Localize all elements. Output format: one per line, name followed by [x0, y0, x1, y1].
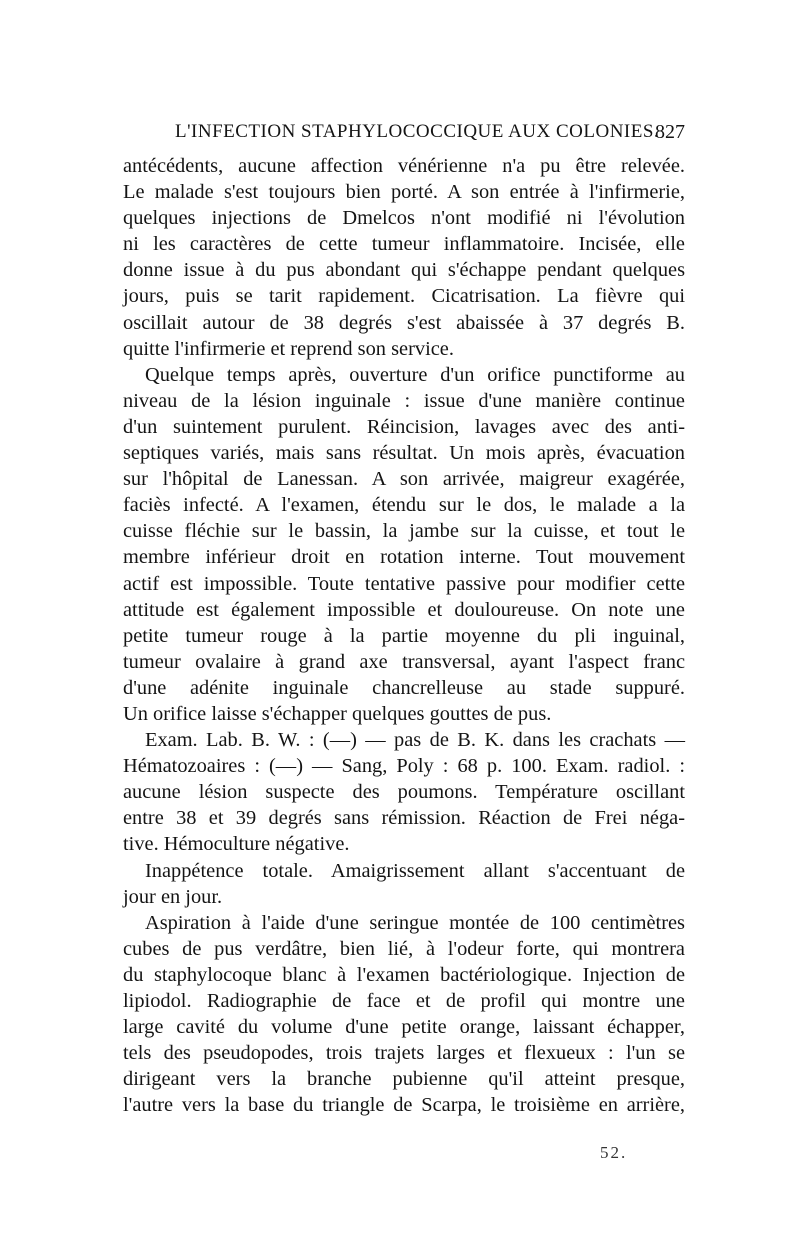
text-line: attitude est également impossible et douloureuse. On note une — [123, 598, 685, 621]
text-line: Quelque temps après, ouverture d'un orifice punctiforme au — [145, 363, 685, 386]
text-line: du staphylocoque blanc à l'examen bactériologique. Injection de — [123, 963, 685, 986]
paragraph — [123, 727, 685, 857]
text-line: actif est impossible. Toute tentative passive pour modifier cette — [123, 572, 685, 595]
text-line: aucune lésion suspecte des poumons. Température oscillant — [123, 781, 685, 804]
text-line: niveau de la lésion inguinale : issue d'une manière continue — [123, 389, 685, 412]
text-line: sur l'hôpital de Lanessan. A son arrivée, maigreur exagérée, — [123, 468, 685, 491]
text-line: oscillait autour de 38 degrés s'est abaissée à 37 degrés B. — [123, 311, 685, 334]
text-line: cubes de pus verdâtre, bien lié, à l'odeur forte, qui montrera — [123, 937, 685, 960]
text-line: ni les caractères de cette tumeur inflammatoire. Incisée, elle — [123, 233, 685, 256]
text-line: dirigeant vers la branche pubienne qu'il atteint presque, — [123, 1068, 685, 1091]
text-line: septiques variés, mais sans résultat. Un mois après, évacuation — [123, 442, 685, 465]
text-line: quelques injections de Dmelcos n'ont modifié ni l'évolution — [123, 207, 685, 230]
text-line: tive. Hémoculture négative. — [123, 833, 350, 856]
text-line: l'autre vers la base du triangle de Scarpa, le troisième en arrière, — [123, 1094, 685, 1117]
text-line: Un orifice laisse s'échapper quelques gouttes de pus. — [123, 702, 552, 725]
text-line: donne issue à du pus abondant qui s'échappe pendant quelques — [123, 259, 685, 282]
text-line: lipiodol. Radiographie de face et de profil qui montre une — [123, 990, 685, 1012]
paragraph — [123, 153, 685, 362]
text-line: tumeur ovalaire à grand axe transversal, ayant l'aspect franc — [123, 650, 685, 673]
text-line: petite tumeur rouge à la partie moyenne du pli inguinal, — [123, 624, 685, 647]
text-line: tels des pseudopodes, trois trajets larges et flexueux : l'un se — [123, 1042, 685, 1065]
text-line: entre 38 et 39 degrés sans rémission. Réaction de Frei néga- — [123, 807, 685, 830]
text-line: cuisse fléchie sur le bassin, la jambe sur la cuisse, et tout le — [123, 520, 685, 543]
text-line: d'une adénite inguinale chancrelleuse au stade suppuré. — [123, 676, 685, 699]
text-line: antécédents, aucune affection vénérienne n'a pu être relevée. — [123, 155, 685, 177]
page-header — [123, 112, 685, 152]
running-head: L'INFECTION STAPHYLOCOCCIQUE AUX COLONIES. — [175, 121, 660, 142]
paragraph — [123, 910, 685, 1119]
text-line: Hématozoaires : (—) — Sang, Poly : 68 p. 100. Exam. radiol. : — [123, 755, 685, 778]
text-line: Exam. Lab. B. W. : (—) — pas de B. K. dans les crachats — — [145, 729, 685, 752]
paragraph — [123, 362, 685, 727]
text-line: Aspiration à l'aide d'une seringue montée de 100 centimètres — [145, 911, 685, 934]
text-line: jour en jour. — [123, 885, 223, 908]
text-line: large cavité du volume d'une petite orange, laissant échapper, — [123, 1016, 685, 1039]
text-line: d'un suintement purulent. Réincision, lavages avec des anti- — [123, 415, 685, 438]
text-line: Le malade s'est toujours bien porté. A son entrée à l'infirmerie, — [123, 181, 685, 204]
text-line: membre inférieur droit en rotation interne. Tout mouvement — [123, 546, 685, 569]
signature-mark: 52. — [600, 1143, 628, 1162]
page-number: 827 — [655, 121, 685, 143]
text-line: faciès infecté. A l'examen, étendu sur le dos, le malade a la — [123, 494, 685, 517]
paragraph — [123, 858, 685, 910]
text-line: Inappétence totale. Amaigrissement allant s'accentuant de — [145, 859, 685, 882]
body-text — [123, 153, 685, 1118]
text-line: jours, puis se tarit rapidement. Cicatrisation. La fièvre qui — [123, 285, 685, 308]
text-line: quitte l'infirmerie et reprend son service. — [123, 337, 454, 360]
